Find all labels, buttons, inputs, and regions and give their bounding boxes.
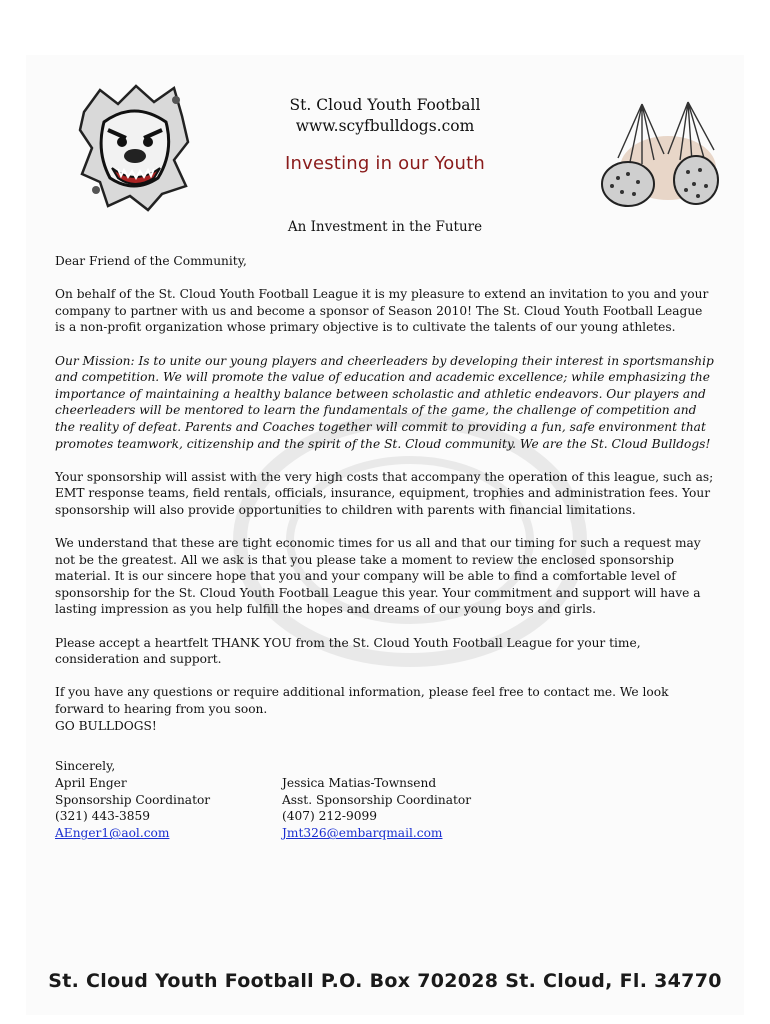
signer-name: April Enger: [55, 775, 127, 790]
organization-website: www.scyfbulldogs.com: [295, 117, 475, 135]
signer-phone: (407) 212-9099: [282, 809, 378, 824]
signer-primary: [55, 775, 282, 842]
paragraph-request: We understand that these are tight economic times for us all and that our timing for such a request may not be the greatest. All we ask is that you please take a moment to review the enclosed sponsorship material. It is our sincere hope that you and your company will be able to find a comfortable level of sponsorship for the St. Cloud Youth Football League this year. Your commitment and support will have a lasting impression as you help fulfill the hopes and dreams of our young boys and girls.: [55, 536, 701, 617]
signer-title: Sponsorship Coordinator: [55, 792, 211, 807]
footer-address: St. Cloud Youth Football P.O. Box 702028 St. Cloud, Fl. 34770: [48, 970, 722, 992]
closing: Sincerely,: [55, 759, 116, 773]
letterhead: [0, 95, 770, 174]
letter-body: [55, 253, 715, 751]
signers: [55, 775, 715, 842]
signer-email-link[interactable]: AEnger1@aol.com: [55, 826, 170, 841]
paragraph-mission: Our Mission: Is to unite our young players and cheerleaders by developing their interest in sportsmanship and competition. We will promote the value of education and academic excellence; while emphasizing the importance of maintaining a healthy balance between scholastic and athletic endeavors. Our players and cheerleaders will be mentored to learn the fundamentals of the game, the challenge of competition and the reality of defeat. Parents and Coaches together will commit to providing a fun, safe environment that promotes teamwork, citizenship and the spirit of the St. Cloud community. We are the St. Cloud Bulldogs!: [55, 353, 714, 451]
signer-email-link[interactable]: Jmt326@embarqmail.com: [282, 826, 443, 841]
paragraph-contact: If you have any questions or require additional information, please feel free to contact me. We look forward to hearing from you soon.: [55, 685, 669, 717]
cheer-line: GO BULLDOGS!: [55, 718, 157, 733]
salutation: Dear Friend of the Community,: [55, 254, 247, 268]
tagline: Investing in our Youth: [284, 153, 485, 174]
signer-title: Asst. Sponsorship Coordinator: [282, 792, 472, 807]
paragraph-sponsorship: Your sponsorship will assist with the very high costs that accompany the operation of this league, such as; EMT response teams, field rentals, officials, insurance, equipment, trophies and administration fees. Your sponsorship will also provide opportunities to children with parents with financial limitations.: [55, 469, 714, 517]
signer-name: Jessica Matias-Townsend: [282, 775, 437, 790]
organization-name: St. Cloud Youth Football: [289, 96, 481, 114]
letter-subtitle: An Investment in the Future: [287, 219, 483, 235]
signer-secondary: [282, 775, 582, 842]
signature-block: [55, 758, 715, 842]
signer-phone: (321) 443-3859: [55, 809, 151, 824]
paragraph-thanks: Please accept a heartfelt THANK YOU from the St. Cloud Youth Football League for your time, consideration and support.: [55, 635, 641, 667]
paragraph-intro: On behalf of the St. Cloud Youth Football League it is my pleasure to extend an invitation to you and your company to partner with us and become a sponsor of Season 2010! The St. Cloud Youth Football League is a non-profit organization whose primary objective is to cultivate the talents of our young athletes.: [55, 287, 709, 335]
